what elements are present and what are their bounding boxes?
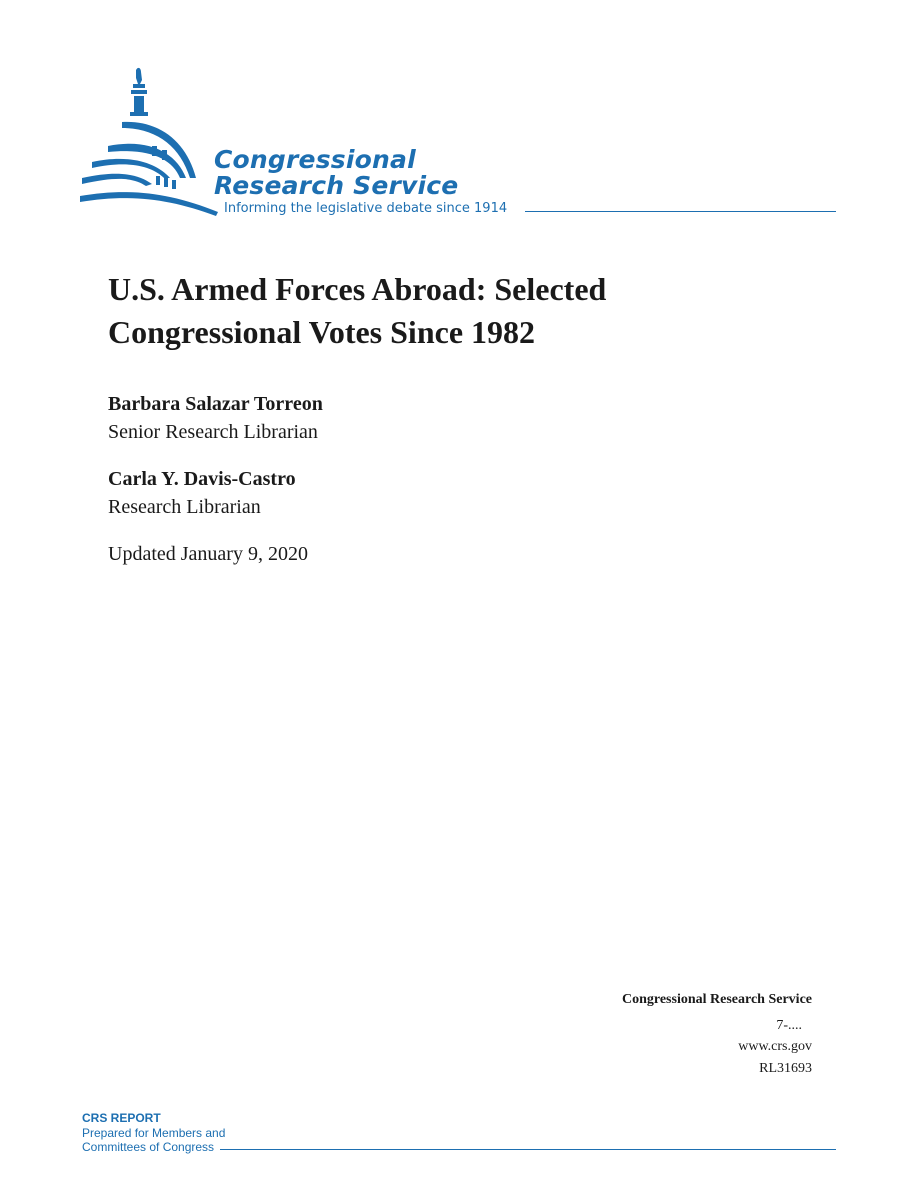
logo-wordmark-line1: Congressional bbox=[214, 145, 416, 174]
footer-divider bbox=[220, 1149, 836, 1150]
logo-divider bbox=[525, 211, 836, 212]
report-title bbox=[108, 268, 848, 354]
author-name: Barbara Salazar Torreon bbox=[108, 393, 323, 415]
report-title-line2: Congressional Votes Since 1982 bbox=[108, 314, 536, 350]
author-role: Senior Research Librarian bbox=[108, 421, 318, 443]
footer-line2: Committees of Congress bbox=[82, 1140, 215, 1154]
publisher-name: Congressional Research Service bbox=[621, 992, 812, 1007]
website-link[interactable]: www.crs.gov bbox=[738, 1039, 812, 1054]
footer-label: CRS REPORT bbox=[82, 1111, 161, 1125]
footer-line1: Prepared for Members and bbox=[82, 1126, 226, 1140]
report-code: 7-.... bbox=[776, 1018, 802, 1033]
logo-tagline: Informing the legislative debate since 1914 bbox=[224, 201, 508, 216]
author-name: Carla Y. Davis-Castro bbox=[108, 468, 296, 490]
report-title-line1: U.S. Armed Forces Abroad: Selected bbox=[108, 271, 607, 307]
updated-date: Updated January 9, 2020 bbox=[108, 543, 308, 565]
logo-wordmark-line2: Research Service bbox=[214, 171, 459, 200]
capitol-dome-icon bbox=[78, 62, 228, 222]
author-role: Research Librarian bbox=[108, 496, 261, 518]
report-id: RL31693 bbox=[759, 1061, 812, 1076]
